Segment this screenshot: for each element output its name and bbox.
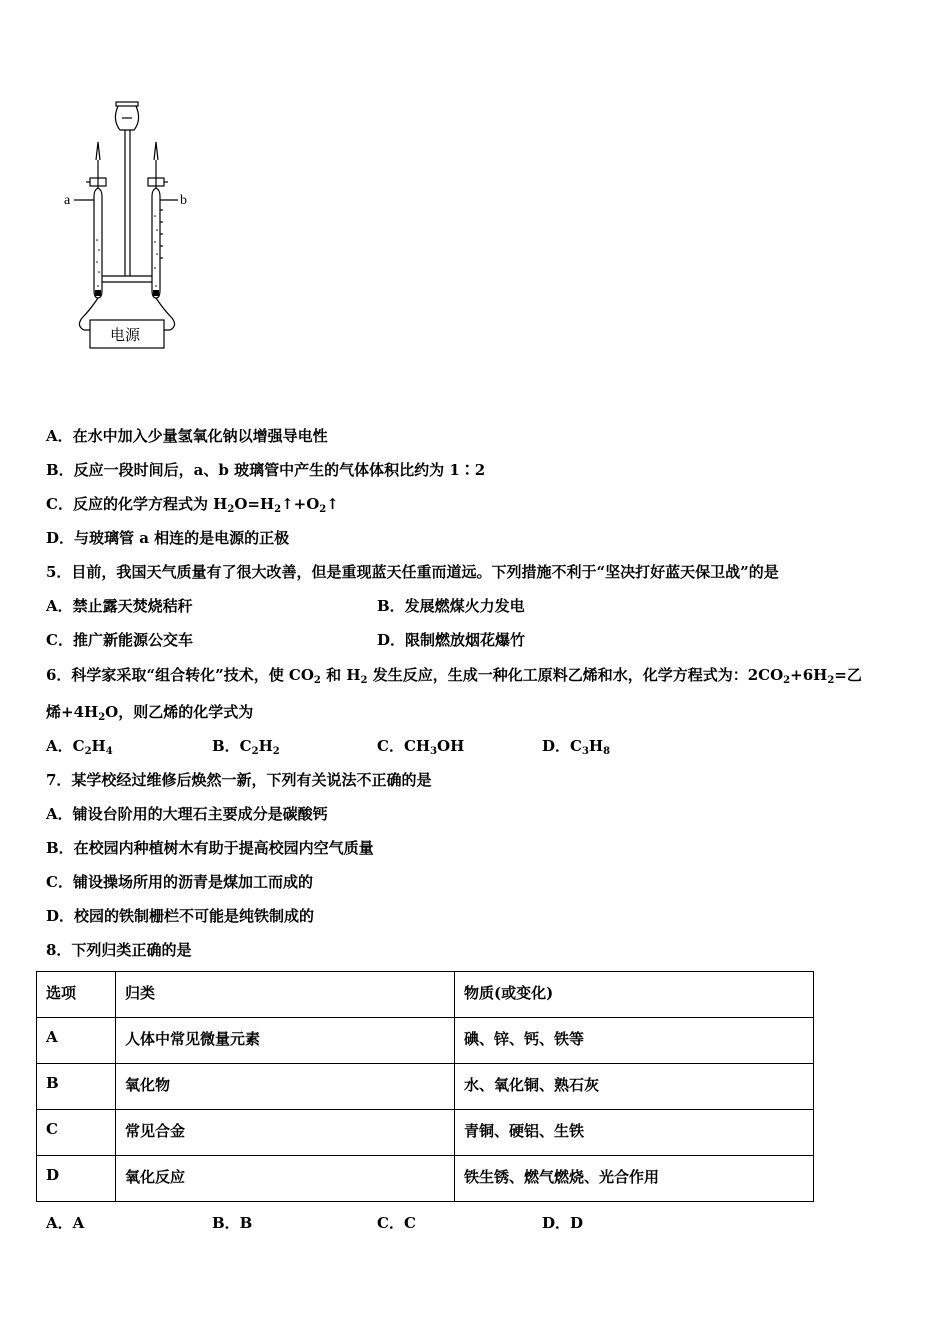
table-cell: B xyxy=(37,1064,116,1110)
table-header-cell: 归类 xyxy=(116,972,455,1018)
table-cell: 碘、锌、钙、铁等 xyxy=(455,1018,814,1064)
table-cell: C xyxy=(37,1110,116,1156)
q8-option-c: C．C xyxy=(377,1214,416,1232)
q7-stem: 7．某学校经过维修后焕然一新，下列有关说法不正确的是 xyxy=(46,771,432,789)
q5-option-d: D．限制燃放烟花爆竹 xyxy=(377,631,526,649)
q7-option-c: C．铺设操场所用的沥青是煤加工而成的 xyxy=(46,873,313,891)
q4-option-b: B．反应一段时间后，a、b 玻璃管中产生的气体体积比约为 1∶2 xyxy=(46,461,486,479)
table-row xyxy=(37,1156,814,1202)
q6-option-a: A．$C_2H_4$ xyxy=(46,737,113,757)
q5-option-b: B．发展燃煤火力发电 xyxy=(377,597,525,615)
table-header-row xyxy=(37,972,814,1018)
table-cell: A xyxy=(37,1018,116,1064)
table-cell: 青铜、硬铝、生铁 xyxy=(455,1110,814,1156)
q8-option-b: B．B xyxy=(212,1214,253,1232)
q6-option-d: D．$C_3H_8$ xyxy=(542,737,611,757)
table-cell: 氧化物 xyxy=(116,1064,455,1110)
power-source-label: 电源 xyxy=(110,326,141,344)
table-cell: 人体中常见微量元素 xyxy=(116,1018,455,1064)
q5-option-a: A．禁止露天焚烧秸秆 xyxy=(46,597,193,615)
table-header-cell: 物质(或变化) xyxy=(455,972,814,1018)
q5-option-c: C．推广新能源公交车 xyxy=(46,631,193,649)
q8-classification-table xyxy=(36,971,814,1202)
tube-a-label: a xyxy=(64,193,71,208)
table-header-cell: 选项 xyxy=(37,972,116,1018)
q6-option-b: B．$C_2H_2$ xyxy=(212,737,280,757)
table-cell: 水、氧化铜、熟石灰 xyxy=(455,1064,814,1110)
q4-option-a: A．在水中加入少量氢氧化钠以增强导电性 xyxy=(46,427,328,445)
q7-option-b: B．在校园内种植树木有助于提高校园内空气质量 xyxy=(46,839,374,857)
table-row xyxy=(37,1110,814,1156)
q6-options xyxy=(46,736,906,756)
q6-option-c: C．$CH_3OH$ xyxy=(377,737,465,757)
q8-option-d: D．D xyxy=(542,1214,584,1232)
q4-option-d: D．与玻璃管 a 相连的是电源的正极 xyxy=(46,529,290,547)
q6-stem-line2: 烯$+4H_2O$，则乙烯的化学式为 xyxy=(46,703,254,723)
table-row xyxy=(37,1018,814,1064)
q8-option-a: A．A xyxy=(46,1214,85,1232)
electrolysis-apparatus-diagram xyxy=(60,100,200,352)
table-row xyxy=(37,1064,814,1110)
q4-option-c: C．反应的化学方程式为 $H_2O=H_2↑+O_2↑$ xyxy=(46,495,339,515)
q5-options-row1 xyxy=(46,596,906,616)
tube-b-label: b xyxy=(180,193,187,208)
table-cell: 氧化反应 xyxy=(116,1156,455,1202)
q8-stem: 8．下列归类正确的是 xyxy=(46,941,192,959)
q8-options xyxy=(46,1213,906,1233)
table-cell: 常见合金 xyxy=(116,1110,455,1156)
q7-option-a: A．铺设台阶用的大理石主要成分是碳酸钙 xyxy=(46,805,328,823)
q7-option-d: D．校园的铁制栅栏不可能是纯铁制成的 xyxy=(46,907,315,925)
q5-options-row2 xyxy=(46,630,906,650)
q5-stem: 5．目前，我国天气质量有了很大改善，但是重现蓝天任重而道远。下列措施不利于“坚决打好蓝天保卫战”的是 xyxy=(46,563,779,581)
table-cell: 铁生锈、燃气燃烧、光合作用 xyxy=(455,1156,814,1202)
q6-stem-line1: 6．科学家采取“组合转化”技术，使 $CO_2$ 和 $H_2$ 发生反应，生成一种化工原料乙烯和水，化学方程式为：$2CO_2+6H_2=$乙 xyxy=(46,666,862,686)
table-cell: D xyxy=(37,1156,116,1202)
